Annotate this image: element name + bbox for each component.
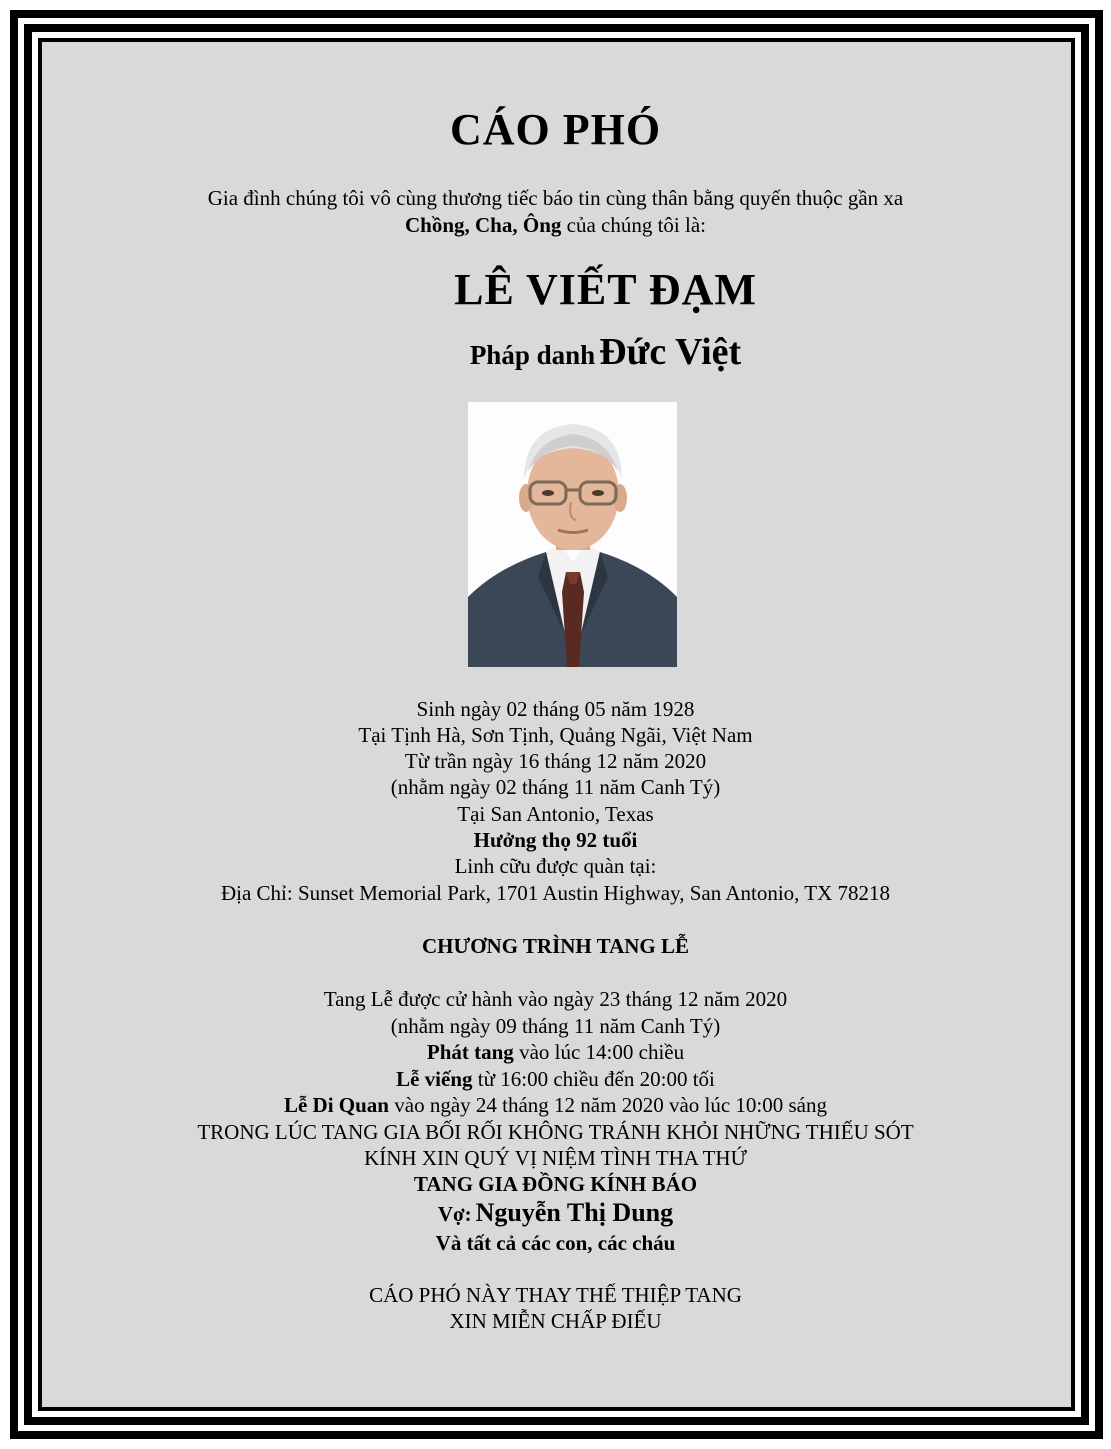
program-heading: CHƯƠNG TRÌNH TANG LỄ	[421, 934, 689, 958]
birth-place: Tại Tịnh Hà, Sơn Tịnh, Quảng Ngãi, Việt Nam	[358, 723, 753, 747]
page-title: CÁO PHÓ	[449, 105, 662, 154]
intro-line-1: Gia đình chúng tôi vô cùng thương tiếc báo tin cùng thân bằng quyến thuộc gần xa	[207, 186, 904, 210]
age-line: Hưởng thọ 92 tuổi	[473, 828, 638, 852]
apology-line-2: KÍNH XIN QUÝ VỊ NIỆM TÌNH THA THỨ	[364, 1146, 747, 1170]
le-vieng-time: từ 16:00 chiều đến 20:00 tối	[472, 1067, 715, 1091]
children-line: Và tất cả các con, các cháu	[435, 1231, 676, 1255]
intro-line-2	[0, 212, 1111, 238]
notice-line-2: XIN MIỄN CHẤP ĐIẾU	[449, 1309, 662, 1333]
di-quan-time: vào ngày 24 tháng 12 năm 2020 vào lúc 10:00 sáng	[389, 1093, 828, 1117]
death-date: Từ trần ngày 16 tháng 12 năm 2020	[404, 749, 707, 773]
deceased-name: LÊ VIẾT ĐẠM	[454, 265, 757, 314]
intro-line-2-rest: của chúng tôi là:	[561, 213, 706, 237]
birth-date: Sinh ngày 02 tháng 05 năm 1928	[416, 697, 695, 721]
wife-name: Nguyễn Thị Dung	[475, 1198, 674, 1227]
funeral-lunar-date: (nhằm ngày 09 tháng 11 năm Canh Tý)	[390, 1014, 721, 1038]
dharma-line	[50, 330, 1111, 374]
portrait-photo	[468, 402, 677, 667]
notice-line-1: CÁO PHÓ NÀY THAY THẾ THIỆP TANG	[369, 1283, 742, 1307]
le-vieng-line	[0, 1066, 1111, 1092]
dharma-prefix: Pháp danh	[469, 340, 596, 370]
le-vieng-label: Lễ viếng	[396, 1067, 473, 1091]
announce-line: TANG GIA ĐỒNG KÍNH BÁO	[413, 1172, 698, 1196]
wife-label: Vợ:	[437, 1202, 472, 1226]
portrait-icon	[468, 402, 677, 667]
death-place: Tại San Antonio, Texas	[457, 802, 654, 826]
phat-tang-line	[0, 1039, 1111, 1065]
burial-label: Linh cữu được quàn tại:	[454, 854, 657, 878]
di-quan-label: Lễ Di Quan	[283, 1093, 389, 1117]
relation-label: Chồng, Cha, Ông	[404, 213, 562, 237]
phat-tang-label: Phát tang	[426, 1040, 514, 1064]
burial-address: Địa Chỉ: Sunset Memorial Park, 1701 Austin Highway, San Antonio, TX 78218	[220, 881, 891, 905]
wife-line	[0, 1198, 1111, 1228]
apology-line-1: TRONG LÚC TANG GIA BỐI RỐI KHÔNG TRÁNH KHỎI NHỮNG THIẾU SÓT	[197, 1120, 914, 1144]
funeral-date: Tang Lễ được cử hành vào ngày 23 tháng 12 năm 2020	[323, 987, 788, 1011]
di-quan-line	[0, 1092, 1111, 1118]
death-lunar-date: (nhằm ngày 02 tháng 11 năm Canh Tý)	[390, 775, 721, 799]
dharma-name: Đức Việt	[599, 331, 742, 373]
phat-tang-time: vào lúc 14:00 chiều	[513, 1040, 685, 1064]
